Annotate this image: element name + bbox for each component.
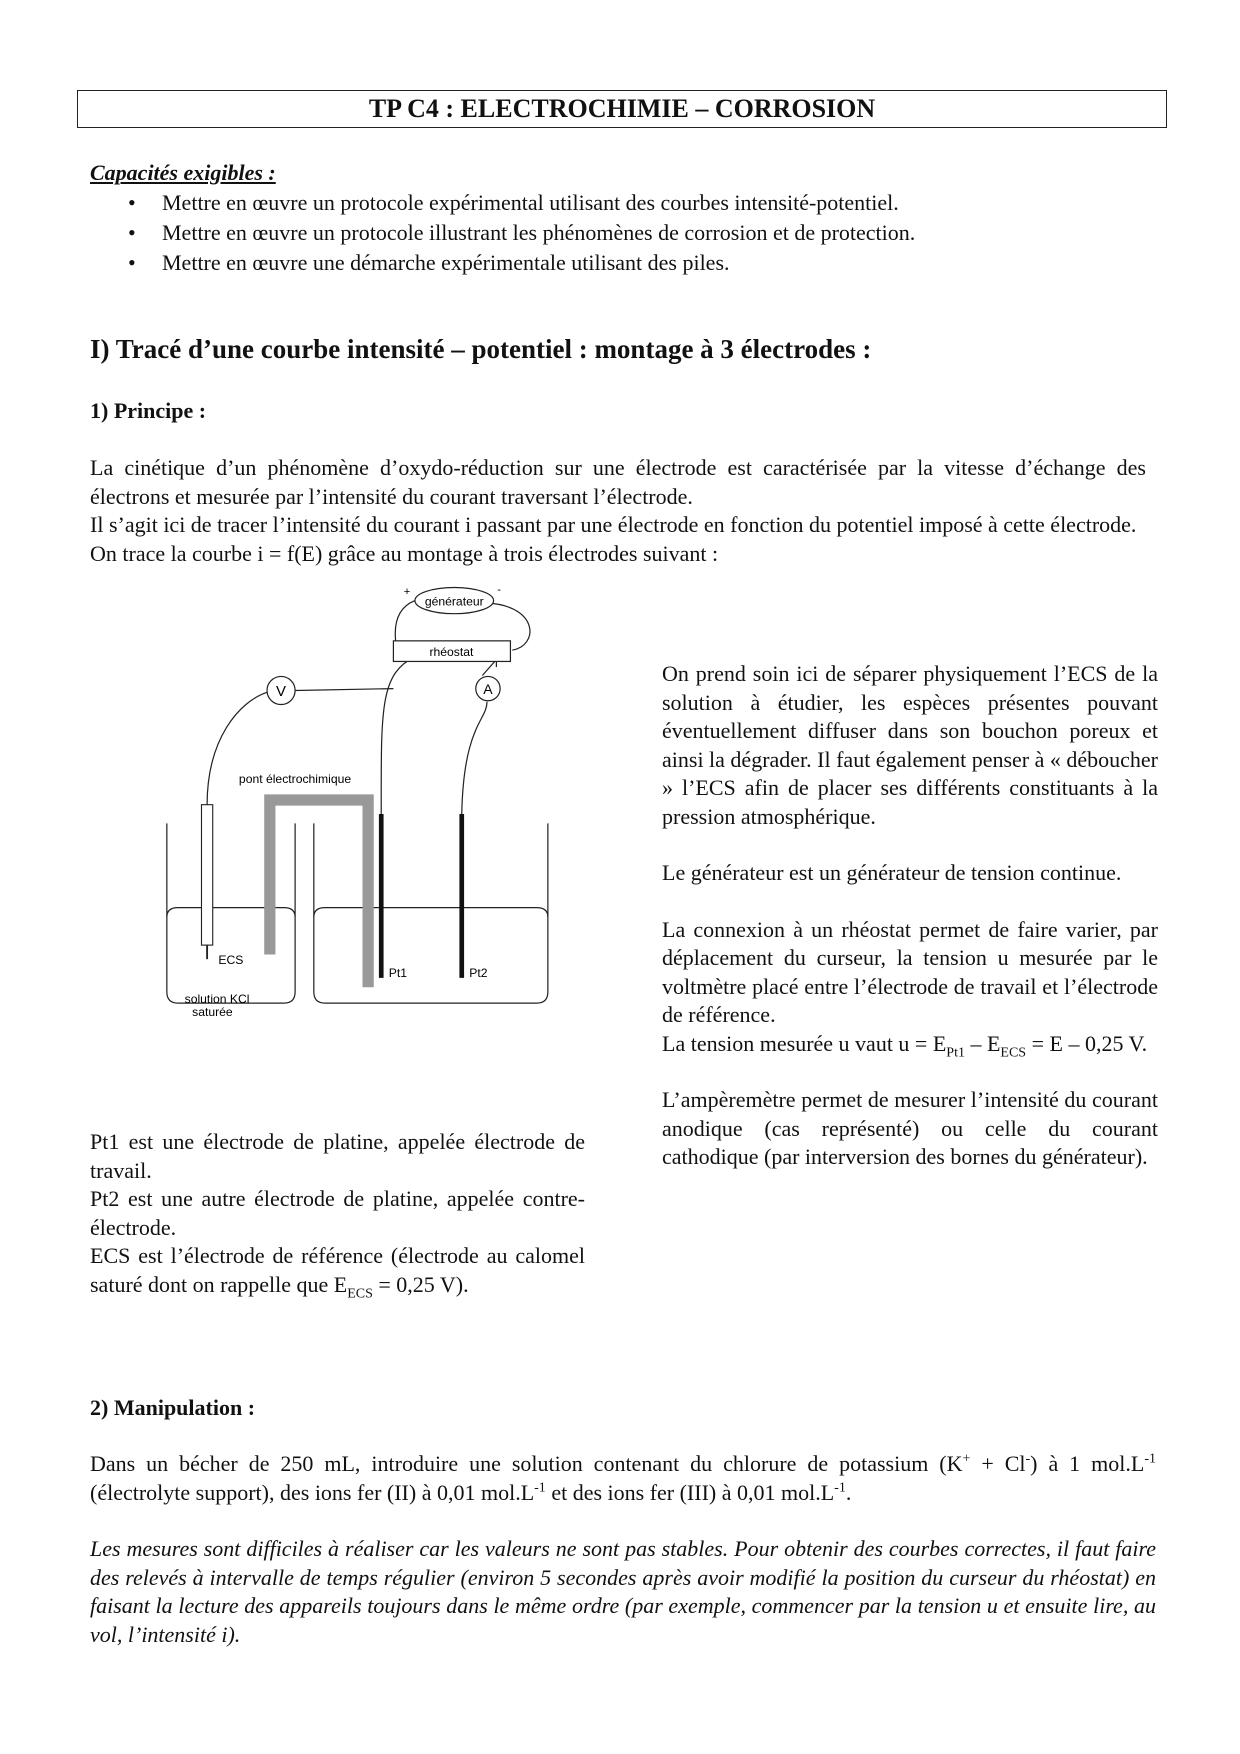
beaker-right (314, 823, 548, 1003)
paragraph: Dans un bécher de 250 mL, introduire une solution contenant du chlorure de potassium (K+ + Cl-) à 1 $mol.L^{-1}$ (électrolyte support), des ions fer (II) à 0,01 $mol.L^{-1}$ et des ions fer (III) à 0,01 $mol.L^{-1}$. (90, 1451, 1156, 1505)
paragraph: Pt2 est une autre électrode de platine, appelée contre-électrode. (90, 1186, 585, 1240)
paragraph: La connexion à un rhéostat permet de faire varier, par déplacement du curseur, la tension u mesurée par le voltmètre placé entre l’électrode de travail et l’électrode de référence. (662, 916, 1158, 1027)
beaker-left-solution (167, 908, 295, 917)
generator-plus: + (403, 585, 411, 598)
solution-label-2: saturée (192, 1005, 233, 1020)
principe-heading: 1) Principe : (90, 398, 207, 423)
paragraph: La cinétique d’un phénomène d’oxydo-réduction sur une électrode est caractérisée par la vitesse d’échange des électrons et mesurée par l’intensité du courant traversant l’électrode. (90, 455, 1146, 509)
wire-ecs-voltmeter (207, 692, 267, 804)
generator-minus: - (497, 584, 502, 597)
voltmeter-label: V (276, 683, 287, 701)
beaker-left (167, 823, 295, 1003)
list-item: • Mettre en œuvre un protocole illustrant les phénomènes de corrosion et de protection. (120, 218, 915, 248)
capacites-list (120, 188, 915, 278)
paragraph: Pt1 est une électrode de platine, appelée électrode de travail. (90, 1129, 585, 1183)
manipulation-heading: 2) Manipulation : (90, 1395, 256, 1420)
principe-text (90, 454, 1146, 568)
beaker-right-solution (314, 908, 548, 917)
capacites-heading: Capacités exigibles : (90, 160, 276, 185)
ammeter-label: A (483, 681, 493, 698)
paragraph: On prend soin ici de séparer physiquement l’ECS de la solution à étudier, les espèces présentes pouvant éventuellement diffuser dans son bouchon poreux et ainsi la dégrader. Il faut également penser à « déboucher » l’ECS afin de placer ses différents constituants à la pression atmosphérique. (662, 661, 1158, 829)
electrodes-description (90, 1128, 585, 1299)
pt2-label: Pt2 (469, 965, 488, 980)
salt-bridge (270, 800, 368, 987)
paragraph: La tension mesurée u vaut $u = E_{Pt1} - E_{ECS} = E - 0,25$ V. (662, 1030, 1148, 1060)
paragraph: ECS est l’électrode de référence (électrode au calomel saturé dont on rappelle que $E_{ECS} = 0,25$ V). (90, 1243, 585, 1301)
list-item: • Mettre en œuvre un protocole expérimental utilisant des courbes intensité-potentiel. (120, 188, 915, 218)
paragraph: L’ampèremètre permet de mesurer l’intensité du courant anodique (cas représenté) ou celle du courant cathodique (par interversion des bornes du générateur). (662, 1087, 1158, 1169)
manipulation-text (90, 1450, 1156, 1649)
paragraph: Il s’agit ici de tracer l’intensité du courant i passant par une électrode en fonction du potentiel imposé à cette électrode. (90, 512, 1137, 537)
generator-label: générateur (424, 594, 484, 609)
wire-gen-plus (395, 601, 415, 646)
section-heading: I) Tracé d’une courbe intensité – potentiel : montage à 3 électrodes : (90, 334, 872, 364)
pont-label: pont électrochimique (238, 772, 352, 787)
page-title: TP C4 : ELECTROCHIMIE – CORROSION (77, 90, 1167, 128)
rheostat-label: rhéostat (429, 644, 474, 659)
paragraph: On trace la courbe i = f(E) grâce au montage à trois électrodes suivant : (90, 540, 719, 566)
wire-ammeter-pt2 (462, 702, 487, 814)
wire-rheostat-pt1 (381, 657, 415, 814)
ecs-label: ECS (218, 952, 244, 967)
three-electrode-diagram (150, 580, 590, 1020)
paragraph: Le générateur est un générateur de tension continue. (662, 860, 1122, 885)
wire-voltmeter-rheostat (295, 689, 393, 691)
paragraph: Les mesures sont difficiles à réaliser car les valeurs ne sont pas stables. Pour obtenir des courbes correctes, il faut faire des relevés à intervalle de temps régulier (environ 5 secondes après avoir modifié la position du curseur du rhéostat) en faisant la lecture des appareils toujours dans le même ordre (par exemple, commencer par la tension u et ensuite lire, au vol, l’intensité i). (90, 1536, 1156, 1647)
pt1-label: Pt1 (388, 965, 407, 980)
solution-label-1: solution KCl (184, 992, 250, 1007)
setup-explanation (662, 660, 1158, 1172)
list-item: • Mettre en œuvre une démarche expérimentale utilisant des piles. (120, 248, 915, 278)
ecs-electrode (201, 805, 212, 945)
